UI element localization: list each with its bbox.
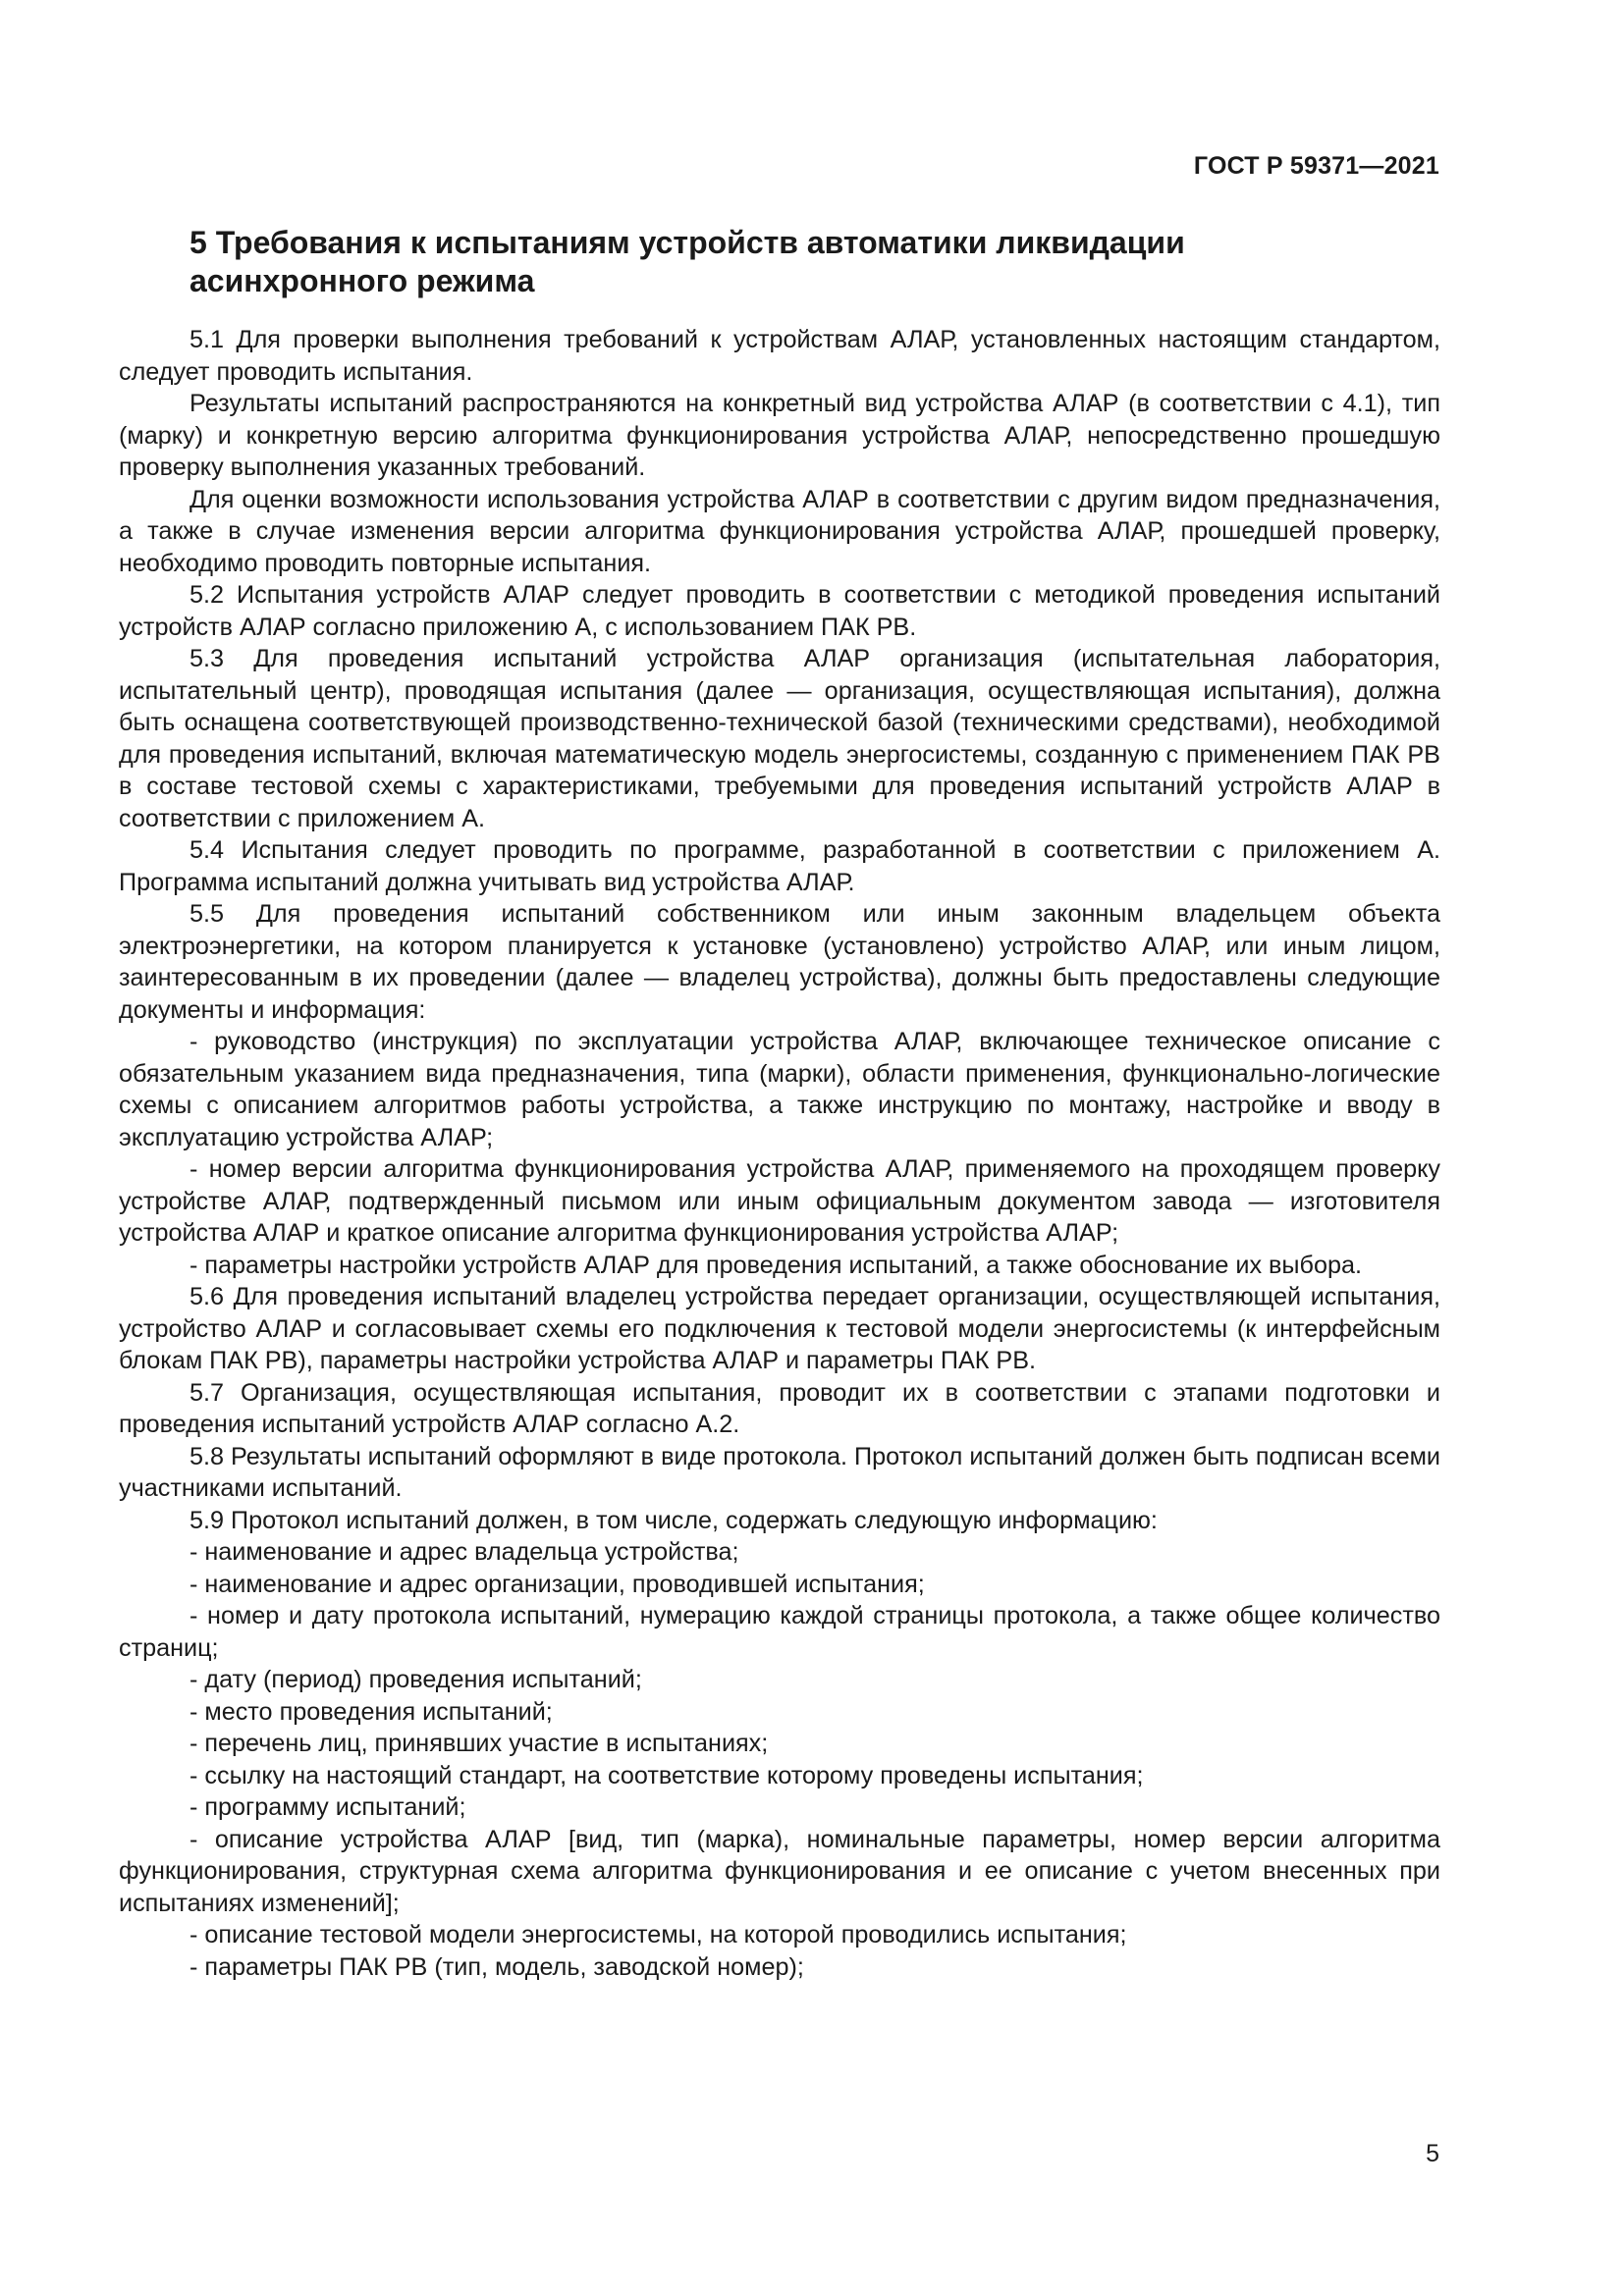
list-item-test-place: - место проведения испытаний; bbox=[189, 1697, 553, 1726]
section-body bbox=[119, 324, 1440, 1983]
section-heading bbox=[189, 224, 1368, 300]
paragraph-results-scope: Результаты испытаний распространяются на конкретный вид устройства АЛАР (в соответствии с 4.1), тип (марку) и конкретную версию алгоритма функционирования устройства АЛАР, непосредственно прошедшую проверку выполнения указанных требований. bbox=[119, 390, 1440, 481]
paragraph-5-2: 5.2 Испытания устройств АЛАР следует проводить в соответствии с методикой проведения испытаний устройств АЛАР согласно приложению А, с использованием ПАК РВ. bbox=[119, 581, 1440, 641]
paragraph-5-9: 5.9 Протокол испытаний должен, в том числе, содержать следующую информацию: bbox=[189, 1506, 1158, 1534]
list-item-pak-parameters: - параметры ПАК РВ (тип, модель, заводской номер); bbox=[189, 1952, 804, 1981]
list-item-test-program: - программу испытаний; bbox=[189, 1793, 466, 1821]
list-item-participants: - перечень лиц, принявших участие в испытаниях; bbox=[189, 1730, 769, 1757]
list-item-device-description: - описание устройства АЛАР [вид, тип (марка), номинальные параметры, номер версии алгоритма функционирования, структурная схема алгоритма функционирования и ее описание с учетом внесенных при испытаниях изменений]; bbox=[119, 1825, 1440, 1917]
paragraph-5-3: 5.3 Для проведения испытаний устройства АЛАР организация (испытательная лаборатория, испытательный центр), проводящая испытания (далее — организация, осуществляющая испытания), должна быть оснащена соответствующей производственно-технической базой (техническими средствами), необходимой для проведения испытаний, включая математическую модель энергосистемы, созданную с применением ПАК РВ в составе тестовой схемы с характеристиками, требуемыми для проведения испытаний устройств АЛАР в соответствии с приложением А. bbox=[119, 645, 1440, 832]
page-number: 5 bbox=[1426, 2140, 1439, 2167]
paragraph-5-5: 5.5 Для проведения испытаний собственником или иным законным владельцем объекта электроэнергетики, на котором планируется к установке (установлено) устройство АЛАР, или иным лицом, заинтересованным в их проведении (далее — владелец устройства), должны быть предоставлены следующие документы и информация: bbox=[119, 900, 1440, 1024]
paragraph-5-4: 5.4 Испытания следует проводить по программе, разработанной в соответствии с приложением А. Программа испытаний должна учитывать вид устройства АЛАР. bbox=[119, 836, 1440, 896]
paragraph-5-1: 5.1 Для проверки выполнения требований к устройствам АЛАР, установленных настоящим стандартом, следует проводить испытания. bbox=[119, 326, 1440, 386]
list-item-test-date: - дату (период) проведения испытаний; bbox=[189, 1666, 642, 1693]
list-item-test-model: - описание тестовой модели энергосистемы, на которой проводились испытания; bbox=[189, 1921, 1127, 1949]
paragraph-repeat-tests: Для оценки возможности использования устройства АЛАР в соответствии с другим видом предназначения, а также в случае изменения версии алгоритма функционирования устройства АЛАР, прошедшей проверку, необходимо проводить повторные испытания. bbox=[119, 485, 1440, 577]
section-heading-line-1: 5 Требования к испытаниям устройств автоматики ликвидации bbox=[189, 225, 1185, 260]
list-item-algorithm-version: - номер версии алгоритма функционирования устройства АЛАР, применяемого на проходящем проверку устройстве АЛАР, подтвержденный письмом или иным официальным документом завода — изготовителя устройства АЛАР и краткое описание алгоритма функционирования устройства АЛАР; bbox=[119, 1155, 1440, 1247]
list-item-manual: - руководство (инструкция) по эксплуатации устройства АЛАР, включающее техническое описание с обязательным указанием вида предназначения, типа (марки), области применения, функционально-логические схемы с описанием алгоритмов работы устройства, а также инструкцию по монтажу, настройке и вводу в эксплуатацию устройства АЛАР; bbox=[119, 1028, 1440, 1151]
list-item-owner: - наименование и адрес владельца устройства; bbox=[189, 1538, 739, 1566]
list-item-organization: - наименование и адрес организации, проводившей испытания; bbox=[189, 1570, 925, 1598]
document-code: ГОСТ Р 59371—2021 bbox=[1193, 152, 1439, 180]
paragraph-5-7: 5.7 Организация, осуществляющая испытания, проводит их в соответствии с этапами подготовки и проведения испытаний устройств АЛАР согласно А.2. bbox=[119, 1378, 1440, 1438]
paragraph-5-6: 5.6 Для проведения испытаний владелец устройства передает организации, осуществляющей испытания, устройство АЛАР и согласовывает схемы его подключения к тестовой модели энергосистемы (к интерфейсным блокам ПАК РВ), параметры настройки устройства АЛАР и параметры ПАК РВ. bbox=[119, 1283, 1440, 1374]
paragraph-5-8: 5.8 Результаты испытаний оформляют в виде протокола. Протокол испытаний должен быть подписан всеми участниками испытаний. bbox=[119, 1442, 1440, 1502]
list-item-protocol-number: - номер и дату протокола испытаний, нумерацию каждой страницы протокола, а также общее количество страниц; bbox=[119, 1602, 1440, 1662]
list-item-standard-reference: - ссылку на настоящий стандарт, на соответствие которому проведены испытания; bbox=[189, 1761, 1144, 1789]
section-heading-line-2: асинхронного режима bbox=[189, 263, 535, 298]
list-item-settings: - параметры настройки устройств АЛАР для проведения испытаний, а также обоснование их выбора. bbox=[189, 1251, 1362, 1279]
